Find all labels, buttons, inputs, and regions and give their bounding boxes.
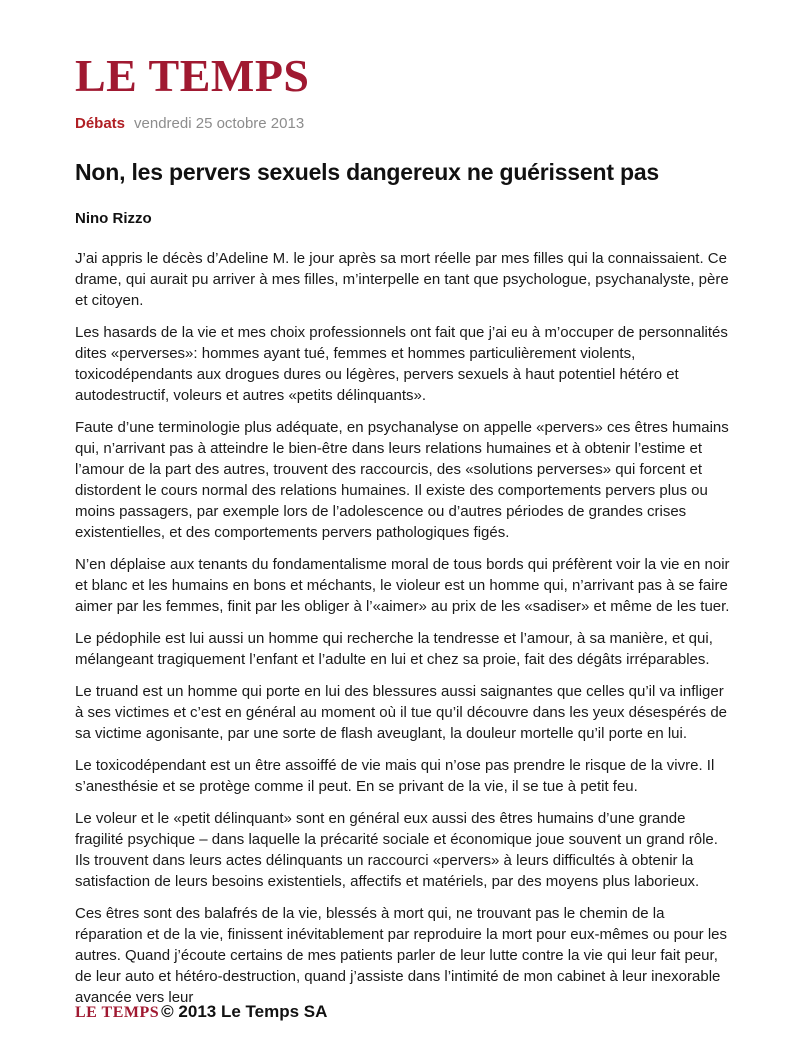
article-paragraph: Le pédophile est lui aussi un homme qui recherche la tendresse et l’amour, à sa manière, et qui, mélangeant tragiquement l’enfant et l’adulte en lui et chez sa proie, fait des dégâts irréparables.: [75, 630, 713, 668]
article-meta: [75, 115, 728, 133]
copyright-notice: © 2013 Le Temps SA: [161, 1002, 328, 1021]
article-paragraph: Faute d’une terminologie plus adéquate, en psychanalyse on appelle «pervers» ces êtres humains qui, n’arrivant pas à atteindre le bien-être dans leurs relations humaines et à obtenir l’estime et l’amour de la part des autres, trouvent des raccourcis, des «solutions perverses» qui forcent et distordent le cours normal des relations humaines. Il existe des comportements pervers plus ou moins passagers, par exemple lors de l’adolescence ou d’autres périodes de grandes crises existentielles, et des comportements pervers pathologiques figés.: [75, 419, 729, 541]
article-paragraph: Ces êtres sont des balafrés de la vie, blessés à mort qui, ne trouvant pas le chemin de la réparation et de la vie, finissent inévitablement par reproduire la mort pour eux-mêmes ou pour les autres. Quand j’écoute certains de mes patients parler de leur lutte contre la vie qui leur fait peur, de leur auto et hétéro-destruction, quand j’assiste dans l’intimité de mon cabinet à leur inexorable avancée vers leur: [75, 905, 728, 1006]
article-paragraph: Les hasards de la vie et mes choix professionnels ont fait que j’ai eu à m’occuper de personnalités dites «perverses»: hommes ayant tué, femmes et hommes particulièrement violents, toxicodépendants aux drogues dures ou légères, pervers sexuels à haut potentiel hétéro et autodestructif, voleurs et autres «petits délinquants».: [75, 324, 728, 404]
article-paragraph: N’en déplaise aux tenants du fondamentalisme moral de tous bords qui préfèrent voir la vie en noir et blanc et les humains en bons et méchants, le violeur est un homme qui, n’arrivant pas à se faire aimer par les femmes, finit par les obliger à l’«aimer» au prix de les «sadiser» et même de les tuer.: [75, 556, 730, 615]
section-label: Débats: [75, 115, 126, 132]
article-paragraph: Le toxicodépendant est un être assoiffé de vie mais qui n’ose pas prendre le risque de la vivre. Il s’anesthésie et se protège comme il peut. En se privant de la vie, il se tue à petit feu.: [75, 757, 715, 795]
le-temps-logo: LE TEMPS: [75, 50, 310, 101]
article-paragraph: J’ai appris le décès d’Adeline M. le jour après sa mort réelle par mes filles qui la connaissaient. Ce drame, qui aurait pu arriver à mes filles, m’interpelle en tant que psychologue, psychanalyste, père et citoyen.: [75, 250, 729, 309]
article-paragraph: Le truand est un homme qui porte en lui des blessures aussi saignantes que celles qu’il va infliger à ses victimes et c’est en général au moment où il tue qu’il découvre dans les yeux désespérés de sa victime agonisante, par une sorte de flash aveuglant, la douleur mortelle qu’il porte en lui.: [75, 683, 728, 742]
page-footer: [75, 1002, 327, 1022]
publication-date: vendredi 25 octobre 2013: [134, 115, 305, 132]
footer-logo: LE TEMPS: [75, 1004, 160, 1021]
article-author: Nino Rizzo: [75, 210, 152, 227]
article-paragraph: Le voleur et le «petit délinquant» sont en général eux aussi des êtres humains d’une grande fragilité psychique – dans laquelle la précarité sociale et économique joue souvent un grand rôle. Ils trouvent dans leurs actes délinquants un raccourci «pervers» à leurs difficultés à obtenir la satisfaction de leurs besoins existentiels, affectifs et matériels, par des moyens plus laborieux.: [75, 810, 718, 890]
article-title: Non, les pervers sexuels dangereux ne guérissent pas: [75, 159, 660, 185]
article-body: [75, 248, 730, 1008]
